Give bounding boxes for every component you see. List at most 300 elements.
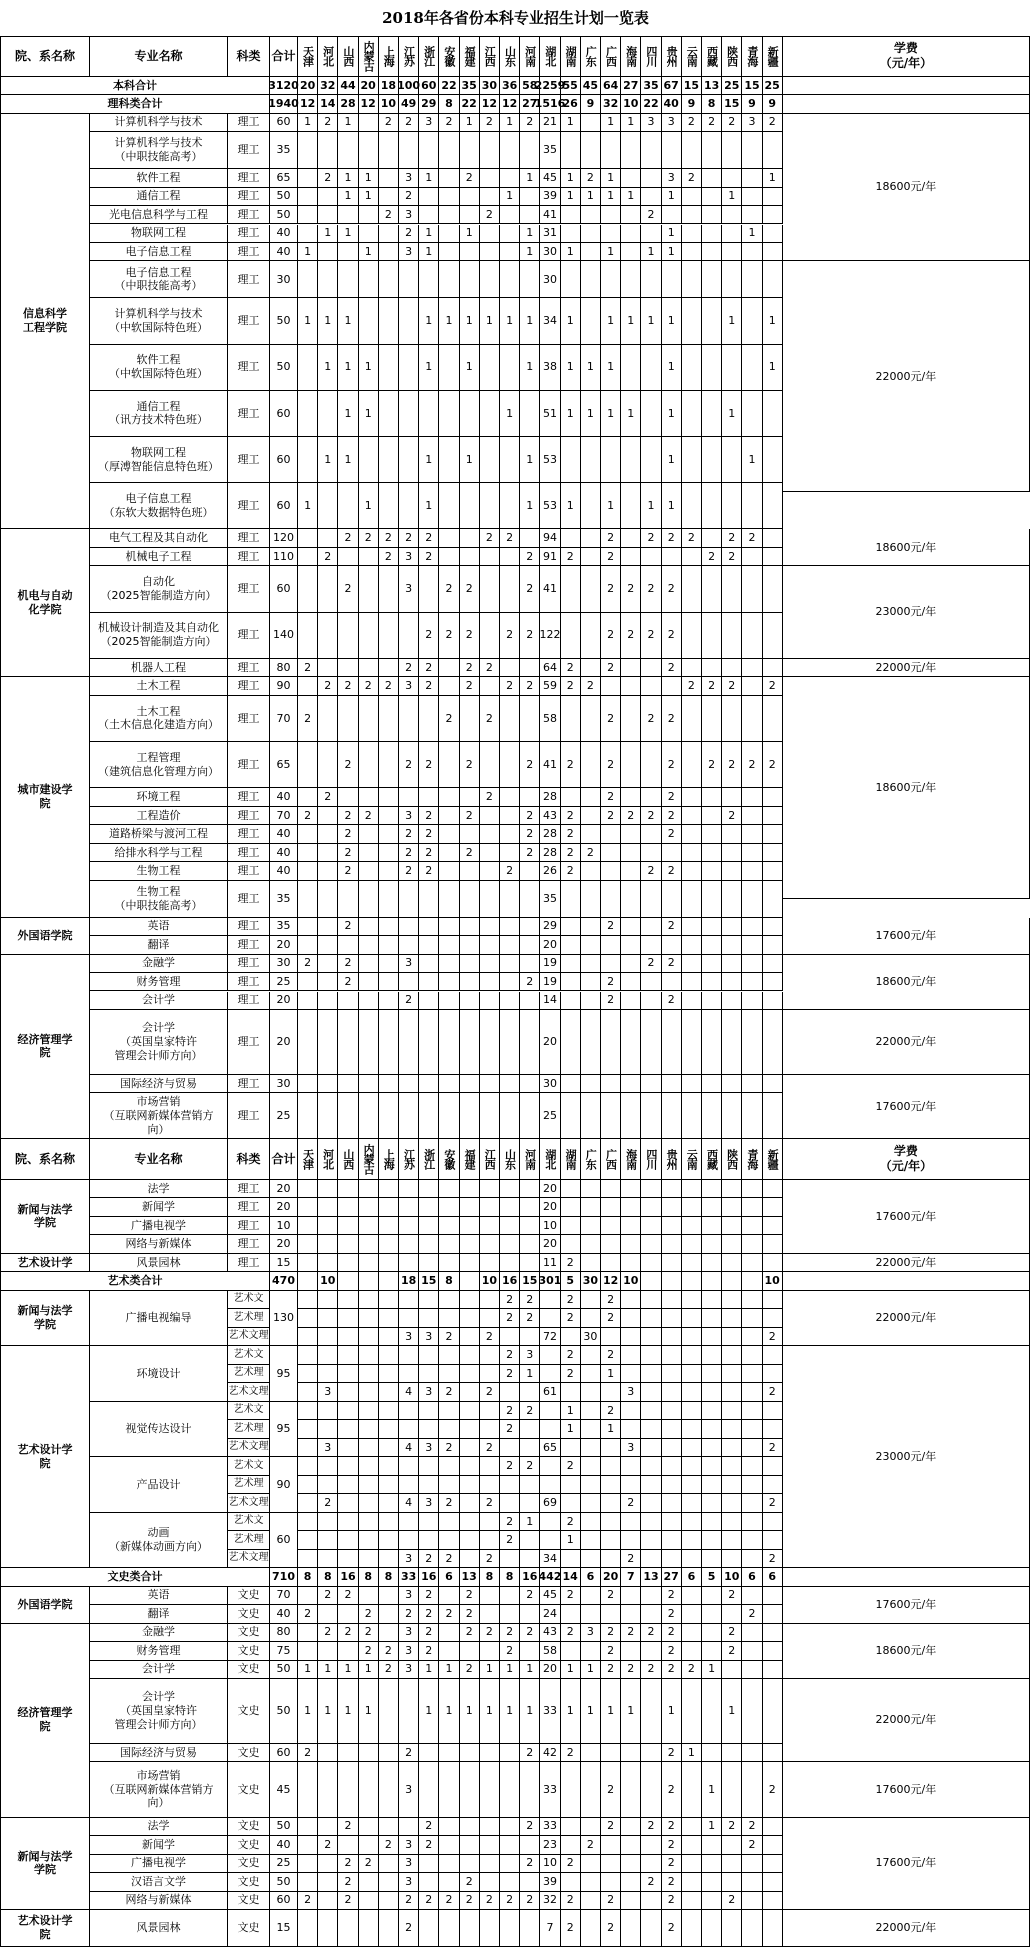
province-value [439, 742, 459, 788]
major-name: 新闻学 [90, 1836, 228, 1854]
province-value [520, 696, 540, 742]
province-value: 2 [460, 1892, 480, 1910]
province-value [742, 936, 762, 954]
major-category: 理工 [228, 391, 270, 437]
province-value [399, 483, 419, 529]
summary-value: 5 [561, 1272, 581, 1290]
province-value [520, 1328, 540, 1346]
province-value [662, 1531, 682, 1549]
province-value: 2 [480, 1328, 500, 1346]
province-value [338, 1254, 358, 1272]
province-value: 1 [520, 437, 540, 483]
province-value [702, 1892, 722, 1910]
province-value [702, 1550, 722, 1568]
province-value [722, 1836, 742, 1854]
province-value [601, 437, 621, 483]
province-value [742, 1855, 762, 1873]
province-value [439, 936, 459, 954]
province-value: 45 [540, 1587, 560, 1605]
province-value: 2 [722, 677, 742, 695]
province-value: 53 [540, 437, 560, 483]
province-value [742, 1439, 762, 1457]
province-value [460, 1550, 480, 1568]
summary-label: 文史类合计 [0, 1568, 270, 1586]
province-value [419, 1217, 439, 1235]
province-value: 2 [520, 1818, 540, 1836]
province-value [662, 1420, 682, 1438]
province-value [742, 807, 762, 825]
province-value [379, 1439, 399, 1457]
province-value: 2 [662, 696, 682, 742]
province-value [460, 1093, 480, 1139]
province-value: 1 [561, 483, 581, 529]
province-value [702, 1531, 722, 1549]
major-name: 风景园林 [90, 1254, 228, 1272]
province-value [540, 1291, 560, 1309]
province-value [702, 298, 722, 344]
province-value: 3 [318, 1439, 338, 1457]
province-value [682, 391, 702, 437]
province-value [763, 1075, 783, 1093]
province-value [359, 1254, 379, 1272]
province-value: 1 [520, 243, 540, 261]
province-value [702, 1494, 722, 1512]
province-value [621, 1642, 641, 1660]
header-province: 安徽 [439, 1139, 459, 1180]
province-value [581, 206, 601, 224]
province-value [399, 973, 419, 991]
province-value [359, 1383, 379, 1401]
province-value: 1 [561, 1531, 581, 1549]
province-value: 1 [662, 345, 682, 391]
major-total: 60 [270, 566, 298, 612]
major-name: 动画 （新媒体动画方向） [90, 1513, 228, 1568]
province-value: 41 [540, 742, 560, 788]
province-value [682, 1892, 702, 1910]
province-value: 2 [359, 1605, 379, 1623]
province-value [581, 1642, 601, 1660]
major-total: 60 [270, 1892, 298, 1910]
province-value [662, 1328, 682, 1346]
summary-value: 27 [520, 95, 540, 113]
province-value [399, 1346, 419, 1364]
province-value [641, 677, 661, 695]
province-value [581, 298, 601, 344]
province-value [662, 1180, 682, 1198]
province-value [682, 1309, 702, 1327]
province-value [682, 206, 702, 224]
province-value: 2 [460, 613, 480, 659]
header-province: 云南 [682, 1139, 702, 1180]
province-value [722, 973, 742, 991]
header-province: 内蒙古 [359, 36, 379, 77]
summary-value [722, 1272, 742, 1290]
province-value: 1 [702, 1818, 722, 1836]
province-value [480, 483, 500, 529]
summary-value: 16 [419, 1568, 439, 1586]
province-value [379, 1235, 399, 1253]
province-value [581, 1873, 601, 1891]
province-value [763, 825, 783, 843]
province-value [621, 1836, 641, 1854]
province-value [318, 1420, 338, 1438]
province-value [338, 613, 358, 659]
tuition-fee: 17600元/年 [783, 1075, 1030, 1140]
province-value: 1 [439, 1679, 459, 1744]
major-category: 理工 [228, 1235, 270, 1253]
province-value [318, 742, 338, 788]
major-category: 理工 [228, 548, 270, 566]
province-value: 2 [419, 844, 439, 862]
province-value [500, 659, 520, 677]
province-value [480, 1254, 500, 1272]
province-value [662, 881, 682, 918]
province-value: 2 [601, 1762, 621, 1817]
province-value [641, 1420, 661, 1438]
province-value: 2 [500, 1346, 520, 1364]
major-category: 理工 [228, 881, 270, 918]
province-value [399, 1198, 419, 1216]
province-value: 1 [480, 298, 500, 344]
province-value [763, 1642, 783, 1660]
province-value: 1 [359, 1661, 379, 1679]
province-value [338, 1476, 358, 1494]
major-name: 环境工程 [90, 788, 228, 806]
summary-value: 15 [682, 77, 702, 95]
tuition-fee: 17600元/年 [783, 1818, 1030, 1910]
province-value: 1 [359, 188, 379, 206]
province-value [702, 1855, 722, 1873]
province-value [682, 1217, 702, 1235]
province-value: 2 [359, 1855, 379, 1873]
major-category: 理工 [228, 225, 270, 243]
major-total: 50 [270, 1818, 298, 1836]
province-value [359, 1531, 379, 1549]
summary-total: 1940 [270, 95, 298, 113]
province-value: 1 [338, 345, 358, 391]
header-province: 西藏 [702, 36, 722, 77]
major-name: 机械设计制造及其自动化 （2025智能制造方向） [90, 613, 228, 659]
province-value [500, 1217, 520, 1235]
province-value: 2 [682, 169, 702, 187]
province-value [682, 807, 702, 825]
province-value: 1 [359, 1679, 379, 1744]
province-value [742, 206, 762, 224]
province-value [621, 1818, 641, 1836]
major-name: 英语 [90, 1587, 228, 1605]
province-value [682, 862, 702, 880]
province-value: 1 [500, 1661, 520, 1679]
province-value [621, 1402, 641, 1420]
province-value: 2 [581, 1836, 601, 1854]
college-name: 新闻与法学 学院 [0, 1291, 90, 1346]
major-name: 汉语言文学 [90, 1873, 228, 1891]
province-value [742, 1513, 762, 1531]
province-value [641, 1550, 661, 1568]
province-value [379, 1587, 399, 1605]
province-value [702, 825, 722, 843]
province-value [662, 1075, 682, 1093]
province-value: 2 [439, 613, 459, 659]
summary-total: 3120 [270, 77, 298, 95]
province-value [399, 1309, 419, 1327]
province-value [318, 1605, 338, 1623]
province-value [298, 1910, 318, 1947]
province-value [460, 918, 480, 936]
province-value [419, 1093, 439, 1139]
province-value: 2 [763, 1762, 783, 1817]
province-value [439, 1291, 459, 1309]
province-value [338, 1457, 358, 1475]
province-value [480, 1873, 500, 1891]
province-value: 1 [520, 169, 540, 187]
province-value [318, 1254, 338, 1272]
province-value [722, 696, 742, 742]
province-value [763, 659, 783, 677]
province-value [763, 1457, 783, 1475]
province-value [460, 1328, 480, 1346]
province-value [581, 1180, 601, 1198]
province-value [359, 1892, 379, 1910]
summary-value: 8 [702, 95, 722, 113]
province-value [460, 1836, 480, 1854]
enrollment-table [0, 36, 1030, 1947]
major-name: 网络与新媒体 [90, 1892, 228, 1910]
province-value: 1 [298, 298, 318, 344]
province-value: 2 [520, 1744, 540, 1762]
province-value: 2 [480, 1550, 500, 1568]
province-value [439, 1457, 459, 1475]
province-value [318, 659, 338, 677]
summary-value: 10 [763, 1272, 783, 1290]
header-province: 湖北 [540, 36, 560, 77]
major-category: 文史 [228, 1642, 270, 1660]
province-value [702, 1642, 722, 1660]
province-value [722, 992, 742, 1010]
province-value: 19 [540, 955, 560, 973]
province-value [298, 1010, 318, 1075]
province-value [682, 973, 702, 991]
province-value [641, 437, 661, 483]
summary-value: 12 [359, 95, 379, 113]
province-value [581, 566, 601, 612]
province-value [641, 1744, 661, 1762]
province-value [338, 1291, 358, 1309]
province-value [621, 696, 641, 742]
province-value [379, 955, 399, 973]
province-value: 3 [399, 1624, 419, 1642]
province-value: 1 [662, 437, 682, 483]
province-value [742, 1910, 762, 1947]
province-value: 25 [540, 1093, 560, 1139]
province-value [763, 862, 783, 880]
province-value [379, 1365, 399, 1383]
province-value [662, 1383, 682, 1401]
province-value: 2 [318, 1587, 338, 1605]
province-value [722, 1661, 742, 1679]
header-province: 天津 [298, 36, 318, 77]
province-value: 3 [419, 1328, 439, 1346]
province-value [318, 1198, 338, 1216]
province-value: 28 [540, 825, 560, 843]
province-value [641, 1836, 661, 1854]
province-value [641, 1587, 661, 1605]
province-value [763, 437, 783, 483]
province-value [702, 1457, 722, 1475]
province-value: 2 [399, 825, 419, 843]
province-value [682, 696, 702, 742]
province-value [379, 1476, 399, 1494]
province-value: 2 [763, 1328, 783, 1346]
major-name: 土木工程 （土木信息化建造方向） [90, 696, 228, 742]
province-value [763, 1531, 783, 1549]
province-value [338, 788, 358, 806]
province-value [359, 1365, 379, 1383]
province-value [682, 1402, 702, 1420]
province-value [379, 243, 399, 261]
province-value: 2 [662, 862, 682, 880]
major-name: 新闻学 [90, 1198, 228, 1216]
province-value [682, 1198, 702, 1216]
province-value: 2 [460, 659, 480, 677]
province-value [298, 132, 318, 169]
province-value: 2 [338, 918, 358, 936]
province-value [338, 1010, 358, 1075]
province-value [641, 1457, 661, 1475]
province-value [520, 1383, 540, 1401]
province-value [520, 261, 540, 298]
province-value [460, 132, 480, 169]
province-value [641, 659, 661, 677]
province-value [722, 1855, 742, 1873]
province-value [763, 1661, 783, 1679]
province-value: 1 [419, 483, 439, 529]
province-value [439, 918, 459, 936]
province-value [439, 1624, 459, 1642]
province-value [460, 1494, 480, 1512]
province-value [662, 261, 682, 298]
province-value [359, 1818, 379, 1836]
province-value [298, 1402, 318, 1420]
province-value [702, 973, 722, 991]
province-value [682, 1075, 702, 1093]
province-value [298, 742, 318, 788]
province-value [298, 1093, 318, 1139]
province-value: 58 [540, 1642, 560, 1660]
province-value: 43 [540, 807, 560, 825]
province-value [682, 918, 702, 936]
province-value: 2 [460, 1873, 480, 1891]
province-value: 2 [662, 1624, 682, 1642]
major-category: 文史 [228, 1587, 270, 1605]
province-value [439, 243, 459, 261]
province-value [581, 1476, 601, 1494]
province-value [419, 1075, 439, 1093]
major-total: 45 [270, 1762, 298, 1817]
province-value: 1 [419, 225, 439, 243]
province-value [682, 437, 702, 483]
major-name: 软件工程 （中软国际特色班） [90, 345, 228, 391]
province-value [662, 1494, 682, 1512]
province-value [662, 1476, 682, 1494]
province-value: 2 [480, 1383, 500, 1401]
province-value [662, 1254, 682, 1272]
province-value [763, 225, 783, 243]
major-name: 会计学 （英国皇家特许 管理会计师方向） [90, 1010, 228, 1075]
header-province: 上海 [379, 1139, 399, 1180]
province-value: 2 [561, 742, 581, 788]
province-value [621, 169, 641, 187]
province-value [621, 1513, 641, 1531]
province-value [500, 1198, 520, 1216]
province-value: 2 [359, 807, 379, 825]
province-value [318, 1642, 338, 1660]
province-value [379, 1180, 399, 1198]
province-value [318, 862, 338, 880]
major-category: 理工 [228, 1198, 270, 1216]
province-value [722, 918, 742, 936]
summary-value [298, 1272, 318, 1290]
province-value [581, 1254, 601, 1272]
major-total: 80 [270, 659, 298, 677]
province-value [621, 243, 641, 261]
province-value [379, 1383, 399, 1401]
province-value: 2 [601, 1661, 621, 1679]
province-value [561, 1217, 581, 1235]
province-value [581, 992, 601, 1010]
header-province: 广东 [581, 1139, 601, 1180]
province-value [439, 1180, 459, 1198]
summary-value: 10 [722, 1568, 742, 1586]
province-value [702, 936, 722, 954]
province-value [480, 1346, 500, 1364]
tuition-fee: 22000元/年 [783, 659, 1030, 677]
province-value [419, 696, 439, 742]
header-province: 贵州 [662, 1139, 682, 1180]
province-value [298, 862, 318, 880]
province-value: 2 [621, 1661, 641, 1679]
major-category: 文史 [228, 1818, 270, 1836]
major-name: 给排水科学与工程 [90, 844, 228, 862]
province-value [359, 1217, 379, 1235]
province-value: 41 [540, 206, 560, 224]
province-value [460, 1180, 480, 1198]
major-category: 艺术理 [228, 1365, 270, 1383]
province-value: 2 [520, 825, 540, 843]
province-value [763, 1093, 783, 1139]
province-value [722, 955, 742, 973]
province-value [722, 1531, 742, 1549]
province-value: 2 [641, 566, 661, 612]
province-value [722, 1235, 742, 1253]
province-value [439, 132, 459, 169]
summary-value: 33 [399, 1568, 419, 1586]
province-value: 3 [318, 1383, 338, 1401]
province-value: 20 [540, 1235, 560, 1253]
province-value: 1 [439, 1661, 459, 1679]
major-total: 40 [270, 844, 298, 862]
province-value [439, 844, 459, 862]
province-value [621, 936, 641, 954]
header-province: 湖南 [561, 36, 581, 77]
province-value [581, 1762, 601, 1817]
province-value: 1 [742, 437, 762, 483]
major-total: 80 [270, 1624, 298, 1642]
province-value [561, 788, 581, 806]
province-value [601, 881, 621, 918]
province-value: 2 [338, 825, 358, 843]
province-value [621, 788, 641, 806]
